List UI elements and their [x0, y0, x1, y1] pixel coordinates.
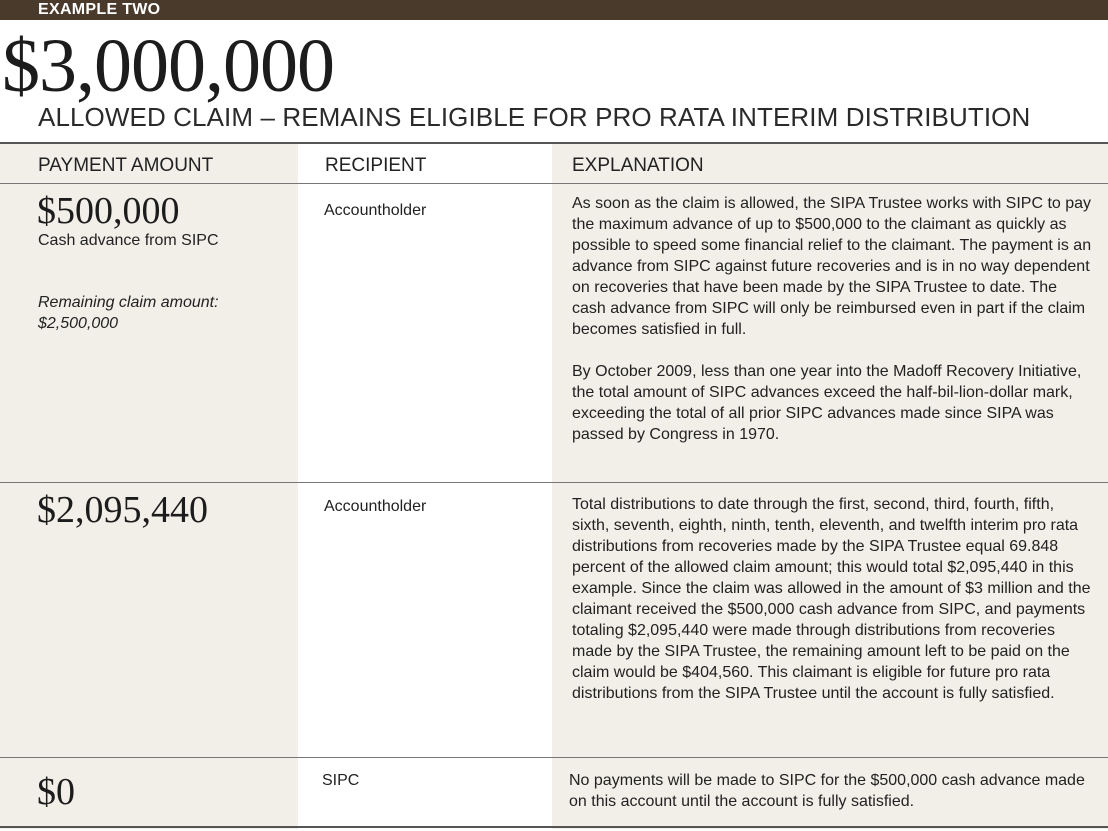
banner-label: EXAMPLE TWO: [38, 1, 161, 18]
banner-bar: [0, 0, 1108, 20]
rule-header: [0, 183, 1108, 184]
row3-recipient: SIPC: [322, 772, 360, 789]
subtitle: ALLOWED CLAIM – REMAINS ELIGIBLE FOR PRO RATA INTERIM DISTRIBUTION: [38, 102, 1031, 132]
row2-recipient: Accountholder: [324, 498, 427, 515]
row3-explanation-para1: No payments will be made to SIPC for the $500,000 cash advance made on this account until the account is fully satisfied.: [569, 772, 1085, 810]
row2-explanation-para1: Total distributions to date through the first, second, third, fourth, fifth, sixth, seventh, eighth, ninth, tenth, eleventh, and twelfth interim pro rata distributions from recoveries made by the SIPA Trustee equal 69.848 percent of the allowed claim amount; this would total $2,095,440 in this example. Since the claim was allowed in the amount of $3 million and the claimant received the $500,000 cash advance from SIPC, and payments totaling $2,095,440 were made through distributions from recoveries made by the SIPA Trustee, the remaining amount left to be paid on the claim would be $404,560. This claimant is eligible for future pro rata distributions from the SIPA Trustee until the account is fully satisfied.: [572, 496, 1091, 702]
row1-remaining-label: Remaining claim amount:: [38, 294, 219, 311]
row1-explanation: [572, 193, 1092, 445]
header-explanation: EXPLANATION: [572, 155, 704, 176]
row1-amount: $500,000: [37, 190, 180, 232]
header-recipient: RECIPIENT: [325, 155, 427, 176]
rule-row2: [0, 757, 1108, 758]
row1-explanation-para2: By October 2009, less than one year into the Madoff Recovery Initiative, the total amount of SIPC advances exceed the half-bil-lion-dollar mark, exceeding the total of all prior SIPC advances made since SIPA was passed by Congress in 1970.: [572, 363, 1082, 443]
row2-explanation: [572, 494, 1092, 704]
row1-explanation-para1: As soon as the claim is allowed, the SIPA Trustee works with SIPC to pay the maximum advance of up to $500,000 to the claimant as quickly as possible to speed some financial relief to the claimant. The payment is an advance from SIPC against future recoveries and is in no way dependent on recoveries that have been made by the SIPA Trustee to date. The cash advance from SIPC will only be reimbursed even in part if the claim becomes satisfied in full.: [572, 195, 1092, 338]
rule-bottom: [0, 826, 1108, 828]
row1-recipient: Accountholder: [324, 202, 427, 219]
headline-amount: $3,000,000: [2, 24, 334, 108]
row3-explanation: [569, 770, 1089, 812]
row1-amount-note: Cash advance from SIPC: [38, 232, 219, 249]
header-payment-amount: PAYMENT AMOUNT: [38, 155, 214, 176]
row3-amount: $0: [37, 771, 75, 813]
row1-remaining-value: $2,500,000: [38, 315, 119, 332]
rule-top: [0, 142, 1108, 144]
rule-row1: [0, 482, 1108, 483]
row2-amount: $2,095,440: [37, 489, 208, 531]
